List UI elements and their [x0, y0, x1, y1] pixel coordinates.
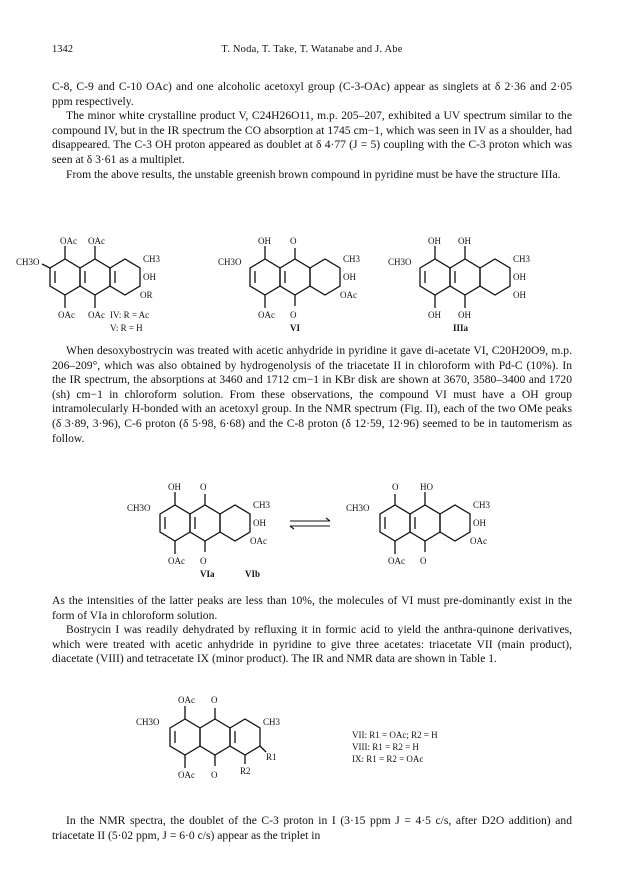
- via-label-4: CH3: [253, 500, 271, 510]
- f3-label-6: OAc: [178, 770, 195, 780]
- structure-vii-ix: [170, 706, 266, 768]
- s2-label-8: O: [290, 310, 297, 320]
- via-label-2: O: [200, 482, 207, 492]
- paragraph-1: C-8, C-9 and C-10 OAc) and one alcoholic acetoxyl group (C-3-OAc) appear as singlets at δ 2·36 and 2·05 ppm respectively.: [52, 80, 572, 108]
- vib-label-1: O: [392, 482, 399, 492]
- s1-label-5: OH: [143, 272, 156, 282]
- via-caption: VIa: [200, 569, 215, 579]
- f3-label-1: OAc: [178, 695, 195, 705]
- vib-label-7: OAc: [388, 556, 405, 566]
- vib-caption: VIb: [245, 569, 261, 579]
- structure-iv-v: [42, 246, 140, 308]
- figure-anthraquinone-acetates: [0, 690, 624, 800]
- paragraph-2: The minor white crystalline product V, C24H26O11, m.p. 205–207, exhibited a UV spectrum similar to the compound IV, but in the IR spectrum the CO absorption at 1745 cm−1, which was seen in IV as a shoulder, had disappeared. The C-3 OH proton appeared as doublet at δ 4·77 (J = 5) coupling with the C-3 proton which was seen at δ 3·61 as a multiplet.: [52, 109, 572, 166]
- structure-vi: [250, 246, 340, 308]
- s1-caption-a: IV: R = Ac: [110, 310, 150, 320]
- s3-label-6: OH: [513, 290, 526, 300]
- via-label-8: O: [200, 556, 207, 566]
- s1-label-6: OR: [140, 290, 153, 300]
- legend-vii: VII: R1 = OAc; R2 = H: [352, 730, 438, 740]
- s1-caption-b: V: R = H: [110, 323, 143, 333]
- f3-label-5: R1: [266, 752, 277, 762]
- s2-label-6: OAc: [340, 290, 357, 300]
- paragraph-7: In the NMR spectra, the doublet of the C-3 proton in I (3·15 ppm J = 4·5 c/s, after D2O addition) and triacetate II (5·02 ppm, J = 6·0 c/s) appear as the triplet in: [52, 814, 572, 842]
- s3-label-4: CH3: [513, 254, 531, 264]
- structure-iiia: [420, 246, 510, 308]
- legend-viii: VIII: R1 = R2 = H: [352, 742, 419, 752]
- s2-caption: VI: [290, 323, 301, 333]
- text-block-top: [52, 80, 572, 182]
- figure-tautomerism-via-vib: [0, 478, 624, 584]
- vib-label-6: OAc: [470, 536, 487, 546]
- s1-label-2: OAc: [88, 236, 105, 246]
- vib-label-4: CH3: [473, 500, 491, 510]
- paragraph-4: When desoxybostrycin was treated with acetic anhydride in pyridine it gave di-acetate VI, C20H20O9, m.p. 206–209°, which was also obtained by hydrogenolysis of the triacetate II in chloroform with Pd-C (10%). In the IR spectrum, the absorptions at 3460 and 1712 cm−1 in KBr disk are shown at 3670, 3580–3400 and 1720 (sh) cm−1 in chloroform solution. From these observations, the compound VI must have a OH group intramolecularly H-bonded with an acetoxyl group. In the NMR spectrum (Fig. II), each of the two OMe peaks (δ 3·89, 3·96), C-6 proton (δ 5·98, 6·68) and the C-8 proton (δ 12·59, 12·96) seemed to be in tautomerism as follow.: [52, 344, 572, 445]
- s1-label-8: OAc: [88, 310, 105, 320]
- f3-label-2: O: [211, 695, 218, 705]
- s1-label-3: CH3O: [16, 257, 40, 267]
- figure-structures-iv-vi-iiia: [0, 232, 624, 337]
- via-label-3: CH3O: [127, 503, 151, 513]
- s3-label-3: CH3O: [388, 257, 412, 267]
- vib-label-8: O: [420, 556, 427, 566]
- legend-ix: IX: R1 = R2 = OAc: [352, 754, 424, 764]
- structure-vib: [380, 492, 470, 554]
- s3-caption: IIIa: [453, 323, 469, 333]
- running-head: T. Noda, T. Take, T. Watanabe and J. Abe: [221, 44, 403, 55]
- page-header: [52, 44, 572, 60]
- paragraph-5: As the intensities of the latter peaks are less than 10%, the molecules of VI must pre-dominantly exist in the form of VIa in chloroform solution.: [52, 594, 572, 622]
- vib-label-5: OH: [473, 518, 486, 528]
- s3-label-7: OH: [428, 310, 441, 320]
- s3-label-2: OH: [458, 236, 471, 246]
- via-label-1: OH: [168, 482, 181, 492]
- f3-label-4: CH3: [263, 717, 281, 727]
- paragraph-3: From the above results, the unstable greenish brown compound in pyridine must be have the structure IIIa.: [66, 167, 561, 181]
- vib-label-2: HO: [420, 482, 433, 492]
- text-block-middle: [52, 344, 572, 446]
- s2-label-3: CH3O: [218, 257, 242, 267]
- s1-label-7: OAc: [58, 310, 75, 320]
- s2-label-2: O: [290, 236, 297, 246]
- s2-label-5: OH: [343, 272, 356, 282]
- s2-label-1: OH: [258, 236, 271, 246]
- s3-label-1: OH: [428, 236, 441, 246]
- f3-label-7: O: [211, 770, 218, 780]
- s1-label-4: CH3: [143, 254, 161, 264]
- equilibrium-arrows: [290, 518, 330, 529]
- f3-label-8: R2: [240, 766, 251, 776]
- paragraph-6: Bostrycin I was readily dehydrated by refluxing it in formic acid to yield the anthra-quinone derivatives, which were treated with acetic anhydride in pyridine to give three acetates: triacetate VII (main product), diacetate (VIII) and tetracetate IX (minor product). The IR and NMR data are shown in Table 1.: [52, 623, 572, 666]
- s3-label-8: OH: [458, 310, 471, 320]
- via-label-6: OAc: [250, 536, 267, 546]
- f3-label-3: CH3O: [136, 717, 160, 727]
- page-number: 1342: [52, 44, 73, 55]
- s1-label-1: OAc: [60, 236, 77, 246]
- text-block-lower: [52, 594, 572, 667]
- structure-via: [160, 492, 250, 554]
- s3-label-5: OH: [513, 272, 526, 282]
- s2-label-7: OAc: [258, 310, 275, 320]
- vib-label-3: CH3O: [346, 503, 370, 513]
- text-block-bottom: [52, 814, 572, 843]
- s2-label-4: CH3: [343, 254, 361, 264]
- via-label-5: OH: [253, 518, 266, 528]
- via-label-7: OAc: [168, 556, 185, 566]
